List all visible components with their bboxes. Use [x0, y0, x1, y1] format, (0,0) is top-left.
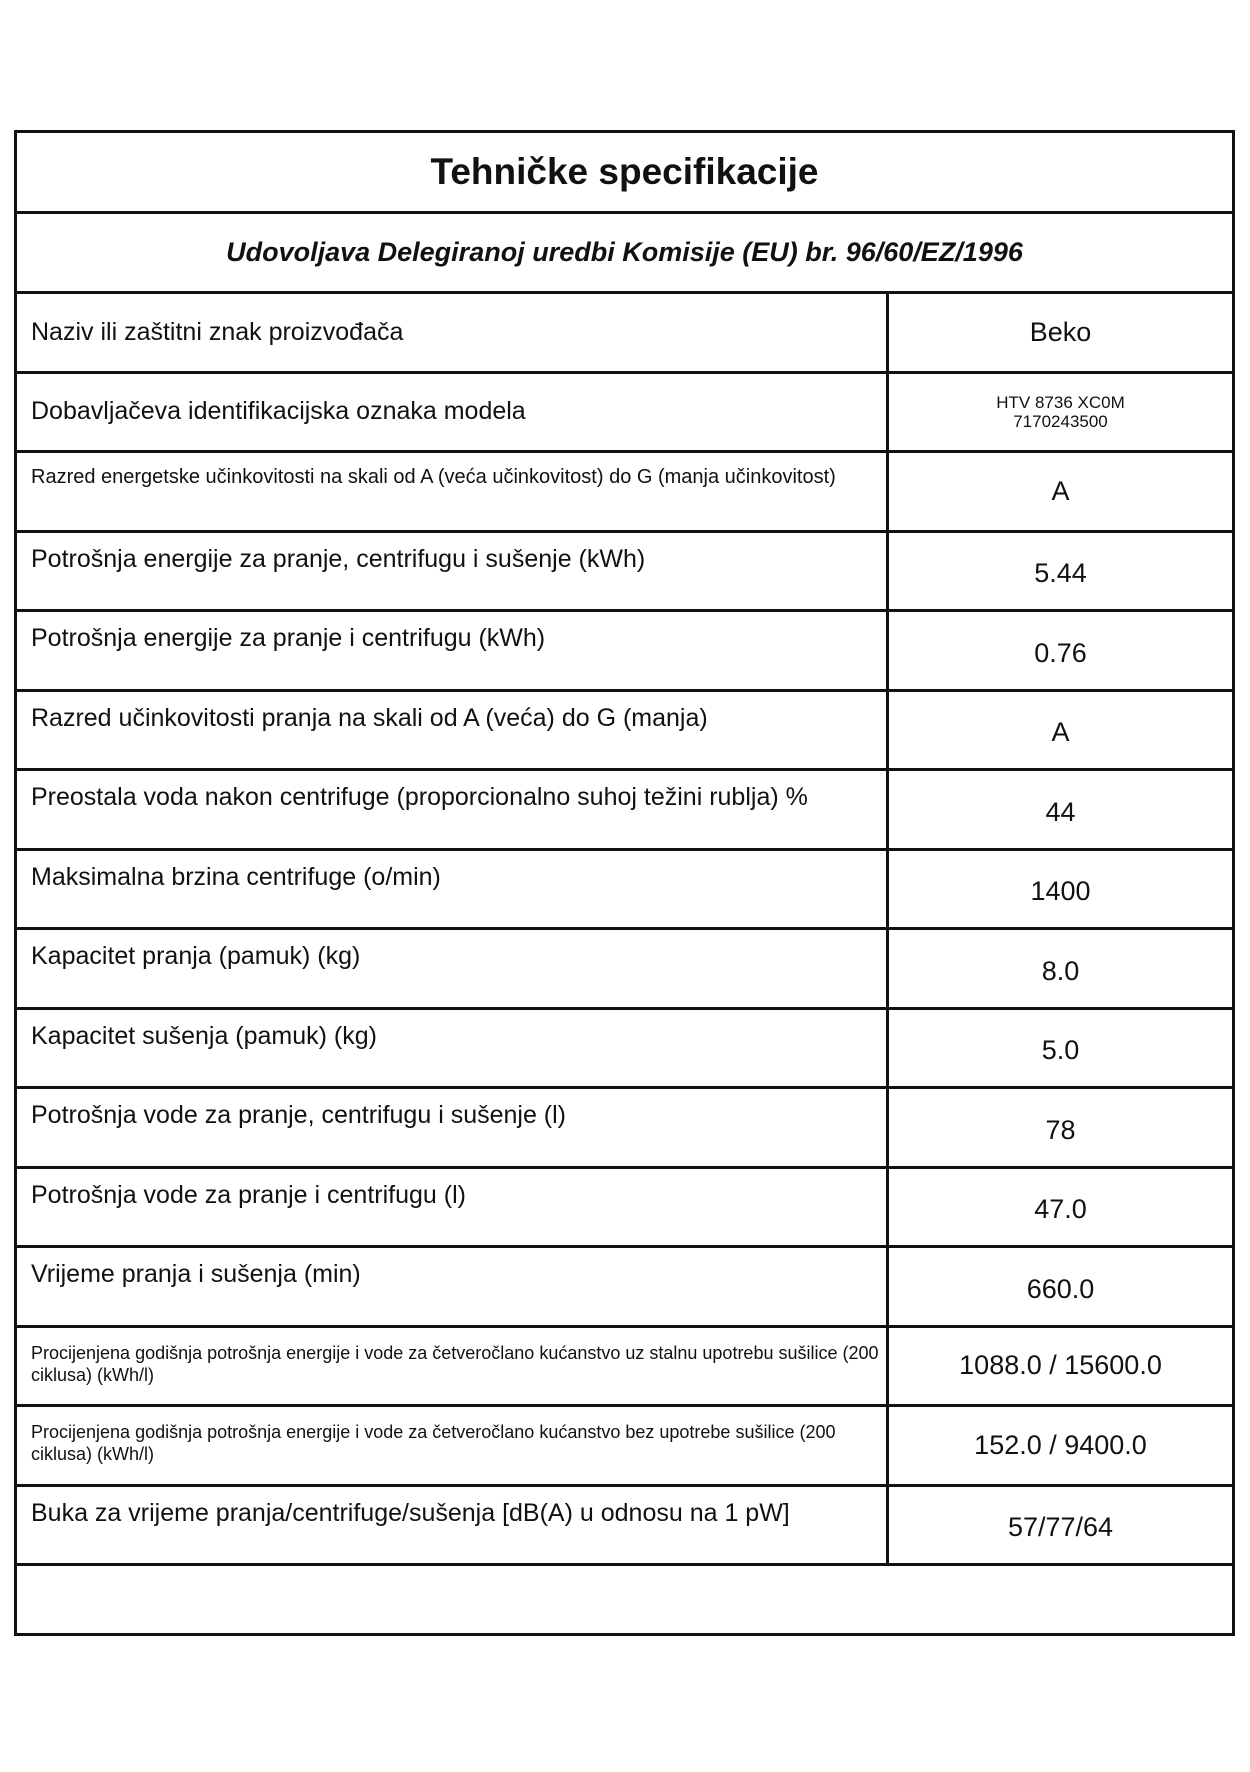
spec-row-model	[17, 374, 1232, 454]
spec-row-annual-without-dryer	[17, 1407, 1232, 1487]
spec-row-spin-speed	[17, 851, 1232, 931]
spec-label: Razred energetske učinkovitosti na skali od A (veća učinkovitost) do G (manja učinkovitost)	[17, 453, 889, 530]
spec-row-noise	[17, 1487, 1232, 1567]
spec-label: Vrijeme pranja i sušenja (min)	[17, 1248, 889, 1325]
spec-value: 1400	[1030, 876, 1091, 907]
spec-value: 152.0 / 9400.0	[974, 1429, 1147, 1460]
spec-label: Preostala voda nakon centrifuge (proporcionalno suhoj težini rublja) %	[17, 771, 889, 848]
spec-value: 660.0	[1026, 1273, 1095, 1304]
spec-label: Kapacitet pranja (pamuk) (kg)	[17, 930, 889, 1007]
spec-label: Kapacitet sušenja (pamuk) (kg)	[17, 1010, 889, 1087]
spec-label: Potrošnja energije za pranje, centrifugu i sušenje (kWh)	[17, 533, 889, 610]
spec-value: Beko	[1029, 316, 1092, 347]
spec-label: Procijenjena godišnja potrošnja energije i vode za četveročlano kućanstvo uz stalnu upotrebu sušilice (200 ciklusa) (kWh/l)	[17, 1328, 889, 1405]
spec-label: Razred učinkovitosti pranja na skali od A (veća) do G (manja)	[17, 692, 889, 769]
spec-label: Potrošnja energije za pranje i centrifugu (kWh)	[17, 612, 889, 689]
spec-value: 57/77/64	[1007, 1512, 1114, 1543]
subtitle-row	[17, 214, 1232, 294]
model-code: HTV 8736 XC0M	[996, 392, 1125, 412]
spec-value: A	[1051, 475, 1070, 506]
spec-row-energy-class	[17, 453, 1232, 533]
spec-sheet	[14, 130, 1235, 1636]
spec-row-wash-class	[17, 692, 1232, 772]
spec-label: Dobavljačeva identifikacijska oznaka modela	[17, 374, 889, 451]
spec-label: Procijenjena godišnja potrošnja energije i vode za četveročlano kućanstvo bez upotrebe sušilice (200 ciklusa) (kWh/l)	[17, 1407, 889, 1484]
spec-row-dry-capacity	[17, 1010, 1232, 1090]
spec-label: Buka za vrijeme pranja/centrifuge/sušenja [dB(A) u odnosu na 1 pW]	[17, 1487, 889, 1564]
spec-row-water-wash	[17, 1169, 1232, 1249]
spec-row-annual-with-dryer	[17, 1328, 1232, 1408]
spec-value: A	[1051, 717, 1070, 748]
spec-row-residual-water	[17, 771, 1232, 851]
spec-label: Potrošnja vode za pranje, centrifugu i sušenje (l)	[17, 1089, 889, 1166]
spec-row-water-wash-dry	[17, 1089, 1232, 1169]
spec-value: 1088.0 / 15600.0	[959, 1350, 1162, 1381]
spec-value: 0.76	[1034, 637, 1087, 668]
spec-value: 44	[1045, 796, 1076, 827]
title-row	[17, 133, 1232, 214]
spec-value	[889, 374, 1232, 451]
spec-label: Naziv ili zaštitni znak proizvođača	[17, 294, 889, 371]
spec-row-cycle-time	[17, 1248, 1232, 1328]
spec-row-energy-wash-dry	[17, 533, 1232, 613]
empty-footer-row	[17, 1566, 1232, 1636]
spec-row-manufacturer	[17, 294, 1232, 374]
page-title: Tehničke specifikacije	[430, 151, 819, 192]
spec-label: Maksimalna brzina centrifuge (o/min)	[17, 851, 889, 928]
model-number: 7170243500	[1013, 411, 1108, 431]
spec-row-energy-wash	[17, 612, 1232, 692]
spec-label: Potrošnja vode za pranje i centrifugu (l)	[17, 1169, 889, 1246]
spec-value: 5.44	[1034, 558, 1087, 589]
spec-value: 5.0	[1041, 1035, 1080, 1066]
spec-value: 78	[1045, 1114, 1076, 1145]
spec-value: 8.0	[1041, 955, 1080, 986]
regulation-subtitle: Udovoljava Delegiranoj uredbi Komisije (EU) br. 96/60/EZ/1996	[226, 237, 1023, 267]
spec-value: 47.0	[1034, 1194, 1087, 1225]
spec-row-wash-capacity	[17, 930, 1232, 1010]
